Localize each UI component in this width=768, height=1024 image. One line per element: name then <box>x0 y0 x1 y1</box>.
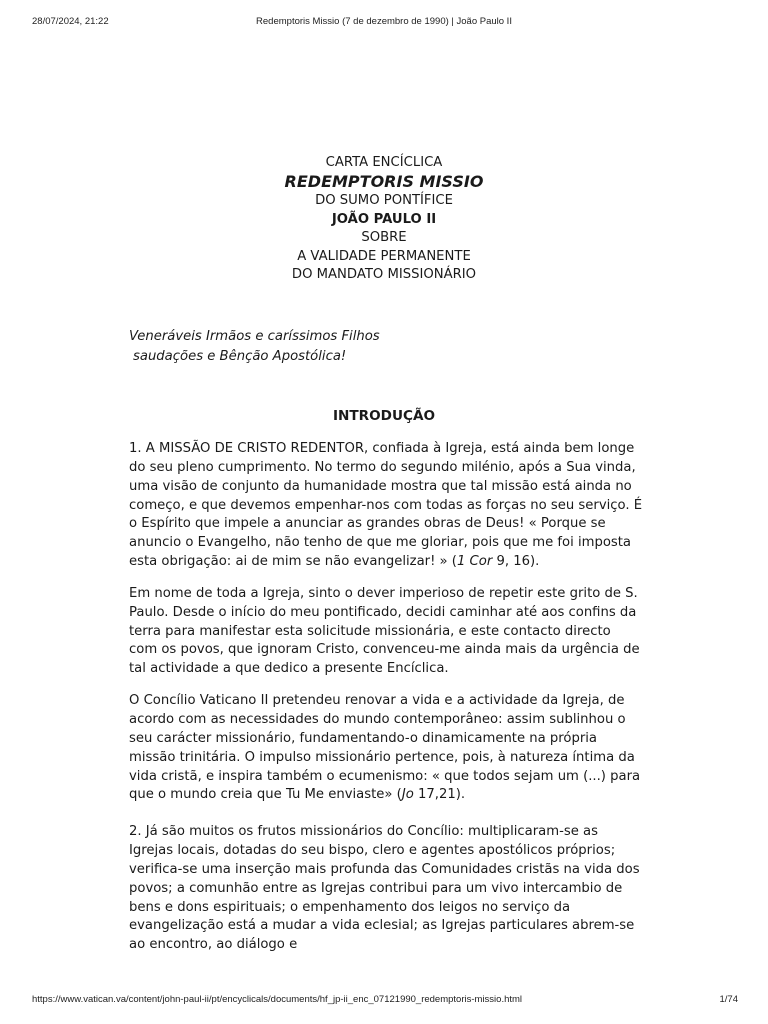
title-line-mandato: DO MANDATO MISSIONÁRIO <box>291 267 477 283</box>
title-line-sobre: SOBRE <box>361 230 407 246</box>
print-footer <box>0 994 768 1008</box>
paragraph-3-reference-rest: 17,21). <box>413 787 466 803</box>
paragraph-1-reference-book: 1 Cor <box>456 554 493 570</box>
title-line-carta: CARTA ENCÍCLICA <box>325 155 443 170</box>
title-line-redemptoris: REDEMPTORIS MISSIO <box>284 172 484 192</box>
paragraph-4: 2. Já são muitos os frutos missionários do Concílio: multiplicaram-se as Igrejas locais, dotadas do seu bispo, clero e agentes apostólicos próprios; verifica-se uma inserção mais profunda das Comunidades cristãs na vida dos povos; a comunhão entre as Igrejas contribui para um vivo intercambio de bens e dons espirituais; o empenhamento dos leigos no serviço da evangelização está a mudar a vida eclesial; as Igrejas particulares abrem-se ao encontro, ao diálogo e <box>129 824 640 953</box>
title-line-sumo-pontifice: DO SUMO PONTÍFICE <box>315 193 453 209</box>
title-line-validade: A VALIDADE PERMANENTE <box>297 248 471 264</box>
print-document-title: Redemptoris Missio (7 de dezembro de 1990) | João Paulo II <box>256 16 512 27</box>
paragraph-3-text: O Concílio Vaticano II pretendeu renovar a vida e a actividade da Igreja, de acordo com as necessidades do mundo contemporâneo: assim sublinhou o seu carácter missionário, fundamentando-o dinamicamente na própria missão trinitária. O impulso missionário pertence, pois, à natureza íntima da vida cristã, e inspira também o ecumenismo: « que todos sejam um (...) para que o mundo creia que Tu Me enviaste» ( <box>129 693 641 803</box>
paragraph-3 <box>129 692 643 805</box>
paragraph-1-text: 1. A MISSÃO DE CRISTO REDENTOR, confiada à Igreja, está ainda bem longe do seu pleno cumprimento. No termo do segundo milénio, após a Sua vinda, uma visão de conjunto da humanidade mostra que tal missão está ainda no começo, e que devemos empenhar-nos com todas as forças no seu serviço. É o Espírito que impele a anunciar as grandes obras de Deus! « Porque se anuncio o Evangelho, não tenho de que me gloriar, pois que me foi imposta esta obrigação: ai de mim se não evangelizar! » ( <box>129 441 643 570</box>
salutation-line-2: saudações e Bênção Apostólica! <box>133 348 347 364</box>
paragraph-2: Em nome de toda a Igreja, sinto o dever imperioso de repetir este grito de S. Paulo. Desde o início do meu pontificado, decidi caminhar até aos confins da terra para manifestar esta solicitude missionária, e este contacto directo com os povos, que ignoram Cristo, convenceu-me ainda mais da urgência de tal actividade a que dedico a presente Encíclica. <box>129 585 640 677</box>
section-heading-introducao: INTRODUÇÃO <box>332 408 436 424</box>
print-header <box>0 16 768 30</box>
encyclical-title-block <box>0 154 768 284</box>
title-line-pope-name: JOÃO PAULO II <box>331 211 437 227</box>
print-datetime: 28/07/2024, 21:22 <box>32 16 109 27</box>
paragraph-1-reference-rest: 9, 16). <box>492 554 540 570</box>
salutation-line-1: Veneráveis Irmãos e caríssimos Filhos <box>129 329 380 344</box>
source-url-link[interactable]: https://www.vatican.va/content/john-paul-ii/pt/encyclicals/documents/hf_jp-ii_enc_07121990_redemptoris-missio.html <box>32 994 523 1005</box>
page-number: 1/74 <box>719 994 738 1005</box>
salutation <box>129 327 649 366</box>
paragraph-3-reference-book: Jo <box>401 787 414 803</box>
paragraph-1 <box>129 440 643 572</box>
body-text <box>129 440 643 968</box>
